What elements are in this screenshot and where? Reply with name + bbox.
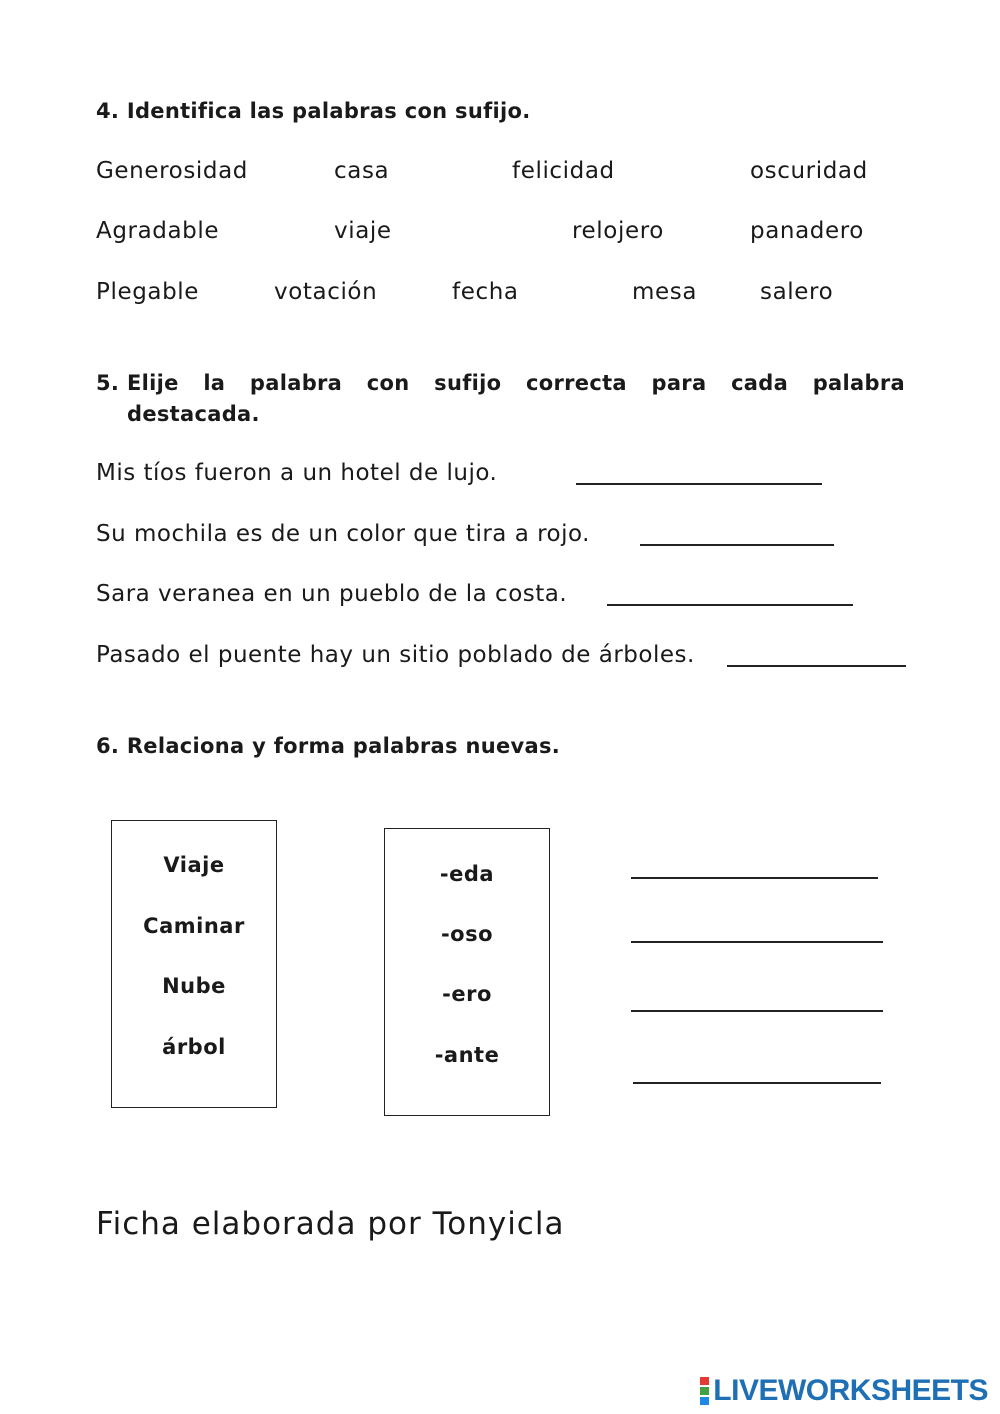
title-word: la [203, 371, 226, 395]
section-4-heading [96, 99, 531, 123]
word-agradable: Agradable [96, 218, 220, 244]
word-mesa: mesa [632, 279, 698, 305]
word-felicidad: felicidad [512, 158, 615, 184]
liveworksheets-brand[interactable] [700, 1374, 988, 1408]
title-word: para [651, 371, 707, 395]
title-word: cada [731, 371, 789, 395]
credit-text: Ficha elaborada por Tonyicla [96, 1206, 565, 1242]
liveworksheets-logo-icon [700, 1376, 709, 1406]
section-4-title: Identifica las palabras con sufijo. [126, 99, 531, 123]
answer-blank-1[interactable] [576, 483, 822, 485]
section-6-title: Relaciona y forma palabras nuevas. [126, 734, 561, 758]
word-salero: salero [760, 279, 834, 305]
title-word: Elije [127, 371, 179, 395]
sentence-2: Su mochila es de un color que tira a rojo. [96, 521, 590, 547]
word-casa: casa [334, 158, 390, 184]
sentence-1: Mis tíos fueron a un hotel de lujo. [96, 460, 498, 486]
title-word: sufijo [434, 371, 502, 395]
sentence-3: Sara veranea en un pueblo de la costa. [96, 581, 568, 607]
word-generosidad: Generosidad [96, 158, 248, 184]
word-viaje: viaje [334, 218, 392, 244]
new-word-blank-2[interactable] [631, 941, 883, 943]
box-word-nube: Nube [162, 974, 226, 998]
section-6-heading [96, 734, 560, 758]
suffixes-box [384, 828, 550, 1116]
suffix-eda: -eda [439, 862, 495, 886]
section-5-title-line2: destacada. [127, 402, 260, 426]
new-word-blank-1[interactable] [631, 877, 878, 879]
section-4-number: 4. [96, 99, 120, 123]
title-word: palabra [249, 371, 343, 395]
brand-name: LIVEWORKSHEETS [713, 1374, 988, 1407]
suffix-oso: -oso [440, 922, 494, 946]
words-box [111, 820, 277, 1108]
box-word-caminar: Caminar [143, 914, 245, 938]
section-6-number: 6. [96, 734, 120, 758]
word-oscuridad: oscuridad [750, 158, 868, 184]
new-word-blank-4[interactable] [633, 1082, 881, 1084]
suffix-ero: -ero [442, 982, 492, 1006]
suffix-ante: -ante [434, 1043, 500, 1067]
answer-blank-4[interactable] [727, 665, 906, 667]
word-votacion: votación [274, 279, 378, 305]
answer-blank-3[interactable] [607, 604, 853, 606]
title-word: palabra [812, 371, 905, 395]
sentence-4: Pasado el puente hay un sitio poblado de árboles. [96, 642, 695, 668]
new-word-blank-3[interactable] [631, 1010, 883, 1012]
word-relojero: relojero [572, 218, 664, 244]
word-fecha: fecha [452, 279, 519, 305]
title-word: con [366, 371, 410, 395]
title-word: correcta [525, 371, 627, 395]
word-panadero: panadero [750, 218, 864, 244]
section-5-number: 5. [96, 371, 120, 395]
section-5-title-line1 [127, 371, 905, 395]
box-word-arbol: árbol [162, 1035, 226, 1059]
word-plegable: Plegable [96, 279, 200, 305]
answer-blank-2[interactable] [640, 544, 834, 546]
box-word-viaje: Viaje [163, 853, 225, 877]
